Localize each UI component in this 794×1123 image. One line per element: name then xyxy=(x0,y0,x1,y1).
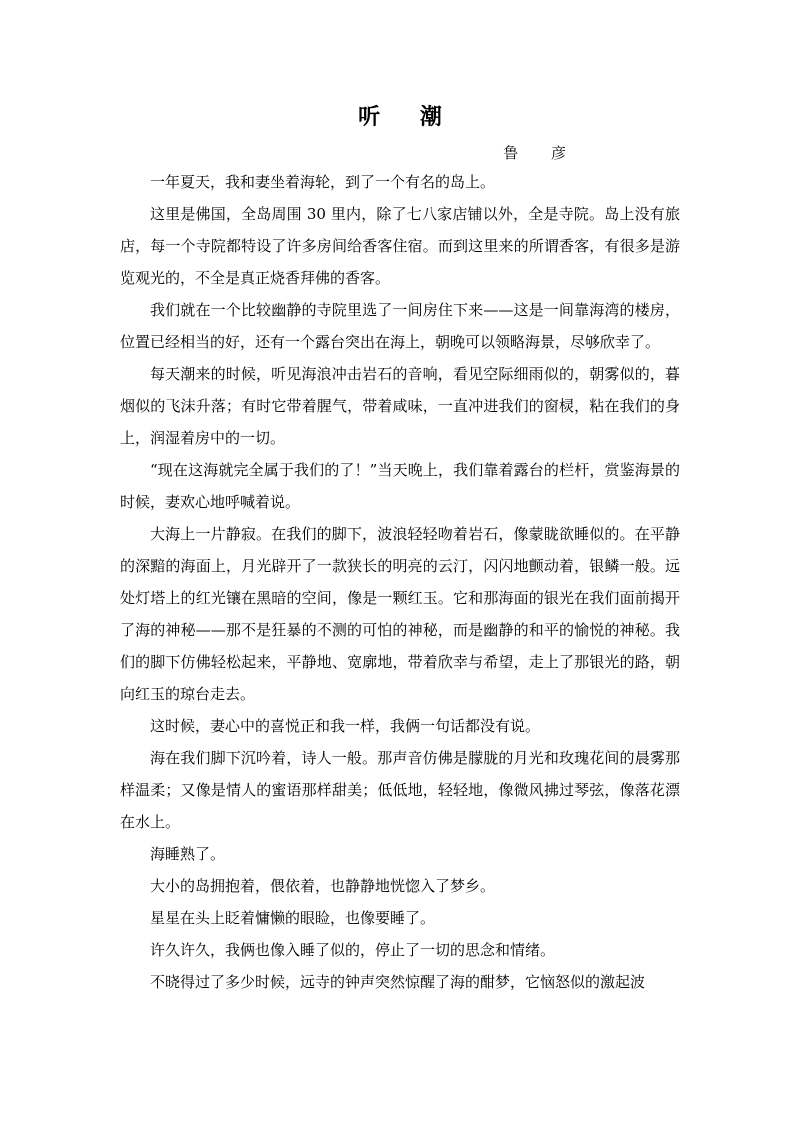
paragraph: 大小的岛拥抱着，偎依着，也静静地恍惚入了梦乡。 xyxy=(150,877,496,895)
paragraph: 这里是佛国，全岛周围 30 里内，除了七八家店铺以外，全是寺院。岛上没有旅店，每一个寺院都特设了许多房间给香客住宿。而到这里来的所谓香客，有很多是游览观光的，不全是真正烧香拜佛的香客。 xyxy=(120,205,680,287)
paragraph: 不晓得过了多少时候，远寺的钟声突然惊醒了海的酣梦，它恼怒似的激起波 xyxy=(150,973,646,991)
paragraph: 大海上一片静寂。在我们的脚下，波浪轻轻吻着岩石，像蒙眬欲睡似的。在平静的深黯的海面上，月光辟开了一款狭长的明亮的云汀，闪闪地颤动着，银鳞一般。远处灯塔上的红光镶在黑暗的空间，像是一颗红玉。它和那海面的银光在我们面前揭开了海的神秘——那不是狂暴的不测的可怕的神秘，而是幽静的和平的愉悦的神秘。我们的脚下仿佛轻松起来，平静地、宽廓地，带着欣幸与希望，走上了那银光的路，朝向红玉的琼台走去。 xyxy=(120,525,680,703)
paragraph: 星星在头上眨着慵懒的眼睑，也像要睡了。 xyxy=(150,909,436,927)
paragraph: “现在这海就完全属于我们的了！”当天晚上，我们靠着露台的栏杆，赏鉴海景的时候，妻欢心地呼喊着说。 xyxy=(120,461,680,511)
paragraph: 每天潮来的时候，听见海浪冲击岩石的音响，看见空际细雨似的，朝雾似的，暮烟似的飞沫升落；有时它带着腥气，带着咸味，一直冲进我们的窗棂，粘在我们的身上，润湿着房中的一切。 xyxy=(120,365,680,447)
article-author: 鲁 彦 xyxy=(503,144,580,162)
document-page xyxy=(120,100,680,998)
article-body xyxy=(120,166,680,998)
paragraph: 许久许久，我俩也像入睡了似的，停止了一切的思念和情绪。 xyxy=(150,941,556,959)
paragraph: 这时候，妻心中的喜悦正和我一样，我俩一句话都没有说。 xyxy=(150,717,541,735)
paragraph: 一年夏天，我和妻坐着海轮，到了一个有名的岛上。 xyxy=(150,173,496,191)
article-title: 听 潮 xyxy=(358,104,458,130)
paragraph: 我们就在一个比较幽静的寺院里选了一间房住下来——这是一间靠海湾的楼房，位置已经相当的好，还有一个露台突出在海上，朝晚可以领略海景，尽够欣幸了。 xyxy=(120,301,680,351)
paragraph: 海睡熟了。 xyxy=(150,845,226,863)
paragraph: 海在我们脚下沉吟着，诗人一般。那声音仿佛是朦胧的月光和玫瑰花间的晨雾那样温柔；又像是情人的蜜语那样甜美；低低地，轻轻地，像微风拂过琴弦，像落花漂在水上。 xyxy=(120,749,680,831)
